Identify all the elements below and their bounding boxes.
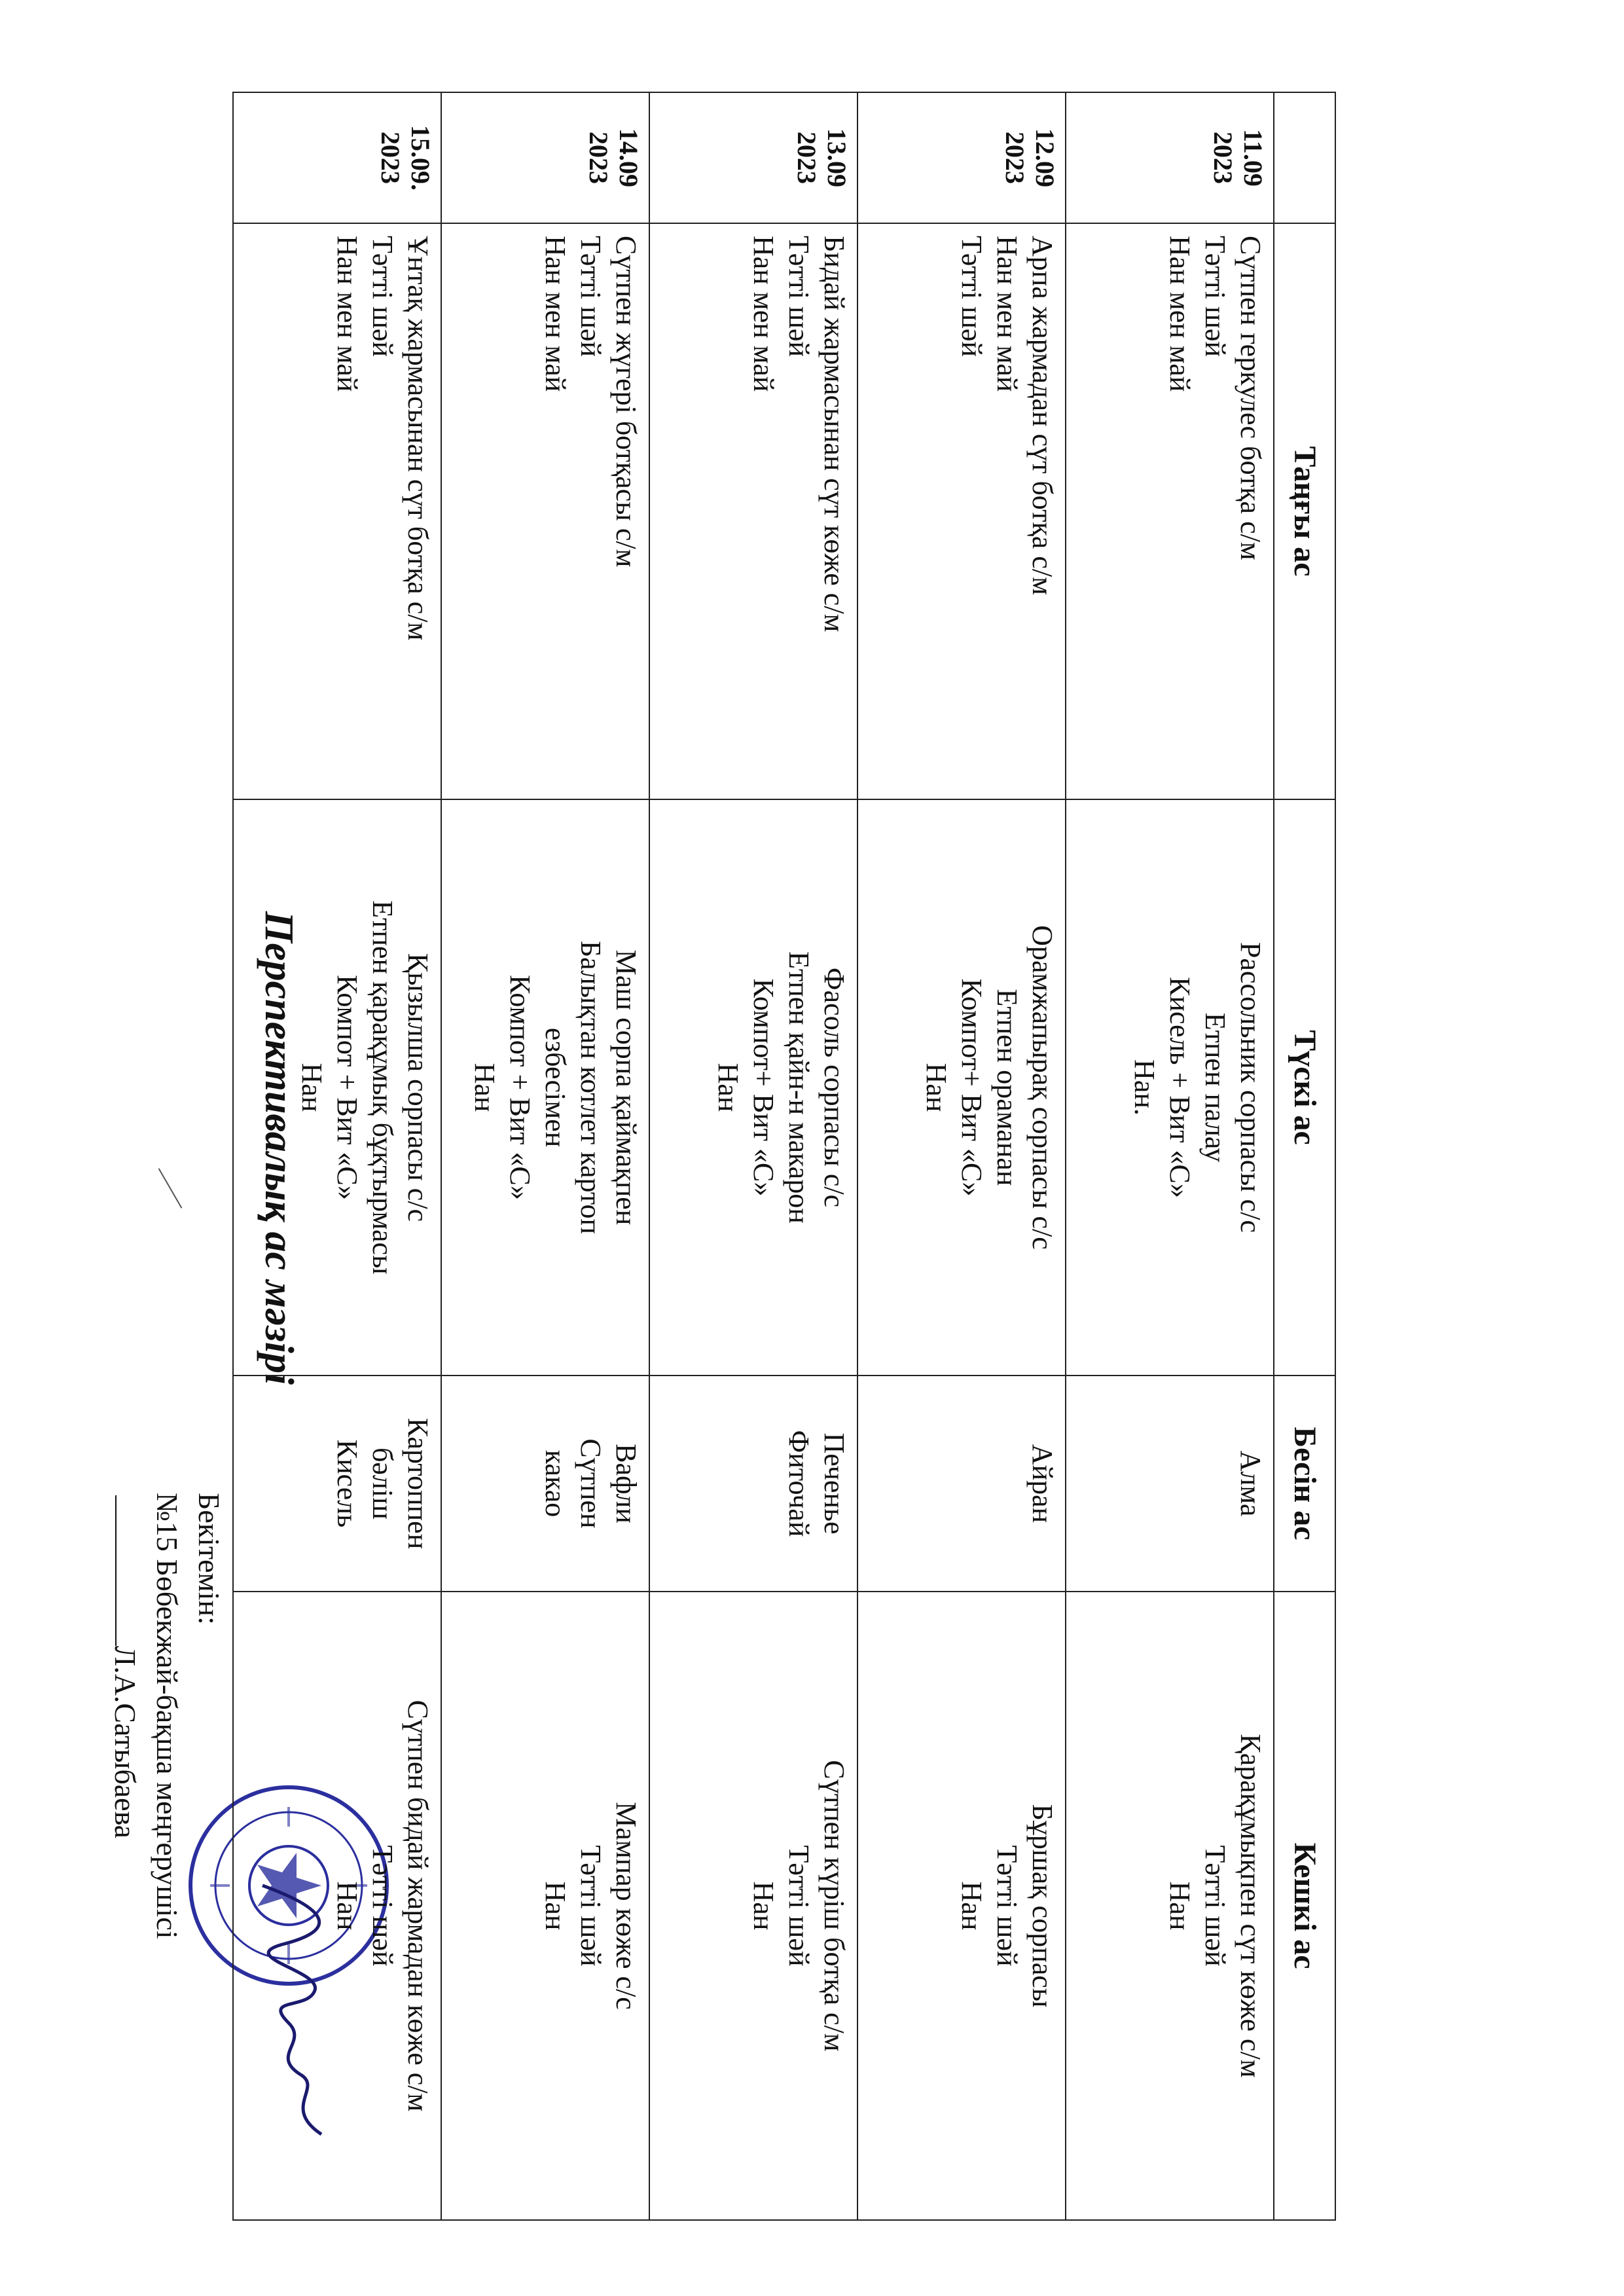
cell-dinner (441, 1592, 649, 2220)
dinner-line: Тәтті шәй (991, 1845, 1023, 1967)
dinner-line: Нан (1164, 1881, 1196, 1931)
snack-line: Кисель (331, 1439, 363, 1528)
approver-name: Л.А.Сатыбаева (109, 1646, 142, 1839)
cell-lunch (649, 799, 857, 1376)
lunch-line: Компот + Вит «С» (504, 975, 536, 1200)
breakfast-line: Нан мен май (748, 236, 780, 392)
dinner-line: Нан (748, 1881, 780, 1931)
cell-dinner (233, 1592, 441, 2220)
dinner-line: Тәтті шәй (367, 1845, 399, 1967)
header-row (1274, 92, 1335, 2220)
header-date (1274, 92, 1335, 223)
breakfast-line: Нан мен май (539, 236, 571, 392)
cell-snack (1066, 1376, 1274, 1592)
snack-line: Фиточай (783, 1430, 815, 1537)
table-row (1066, 92, 1274, 2220)
date-line: 12.09 (1030, 128, 1060, 187)
cell-dinner (649, 1592, 857, 2220)
snack-line: Печенье (818, 1432, 850, 1535)
cell-dinner (1066, 1592, 1274, 2220)
lunch-line: Нан (712, 1063, 744, 1112)
table-row (649, 92, 857, 2220)
breakfast-line: Нан мен май (991, 236, 1023, 392)
cell-snack (233, 1376, 441, 1592)
cell-dinner (857, 1592, 1066, 2220)
lunch-line: Етпен палау (1199, 1012, 1231, 1163)
lunch-line: Маш сорпа қаймақпен (610, 949, 642, 1226)
lunch-line: езбесімен (539, 1027, 571, 1148)
lunch-line: Фасоль сорпасы с/с (818, 967, 850, 1208)
header-breakfast: Таңғы ас (1274, 223, 1335, 799)
cell-snack (649, 1376, 857, 1592)
snack-line: Сүтпен (575, 1438, 607, 1529)
cell-breakfast (233, 223, 441, 799)
approval-line-3 (104, 1493, 146, 1939)
signature-blank (115, 1495, 117, 1646)
dinner-line: Бұршақ сорпасы (1026, 1804, 1058, 2008)
approval-line-1: Бекітемін: (192, 1493, 226, 1625)
cell-date (233, 92, 441, 223)
table-row (857, 92, 1066, 2220)
snack-line: Вафли (610, 1444, 642, 1523)
cell-snack (441, 1376, 649, 1592)
lunch-line: Қызылша сорпасы с/с (402, 953, 434, 1222)
dinner-line: Қарақұмықпен сүт көже с/м (1235, 1734, 1267, 2078)
snack-line: какао (539, 1449, 571, 1518)
breakfast-line: Сүтпен жүгері ботқасы с/м (610, 236, 642, 568)
snack-line: Алма (1235, 1450, 1267, 1517)
breakfast-line: Арпа жармадан сүт ботқа с/м (1026, 236, 1058, 595)
approval-line-2: №15 Бөбекжай-бақша меңгерушісі (151, 1493, 184, 1939)
header-snack: Бесін ас (1274, 1376, 1335, 1592)
snack-line: бәліш (367, 1448, 399, 1520)
lunch-line: Нан (920, 1063, 952, 1112)
dinner-line: Тәтті шәй (1199, 1845, 1231, 1967)
date-line: 2023 (1208, 132, 1238, 184)
table-row (441, 92, 649, 2220)
dinner-line: Тәтті шәй (783, 1845, 815, 1967)
date-line: 13.09 (822, 128, 852, 187)
cell-snack (857, 1376, 1066, 1592)
menu-table (232, 92, 1336, 2221)
breakfast-line: Ұнтақ жармасынан сүт ботқа с/м (402, 236, 434, 641)
cell-lunch (233, 799, 441, 1376)
date-line: 15.09. (406, 125, 435, 191)
lunch-line: Нан (469, 1063, 501, 1112)
cell-breakfast (857, 223, 1066, 799)
cell-lunch (441, 799, 649, 1376)
breakfast-line: Тәтті шәй (367, 236, 399, 357)
cell-breakfast (1066, 223, 1274, 799)
lunch-line: Кисель + Вит «С» (1164, 977, 1196, 1198)
breakfast-line: Тәтті шәй (956, 236, 988, 357)
dinner-line: Сүтпен күріш ботқа с/м (818, 1760, 850, 2052)
lunch-line: Балықтан котлет картоп (575, 940, 607, 1235)
cell-lunch (857, 799, 1066, 1376)
cell-date (1066, 92, 1274, 223)
cell-breakfast (649, 223, 857, 799)
header-lunch: Түскі ас (1274, 799, 1335, 1376)
cell-date (441, 92, 649, 223)
lunch-line: Нан (296, 1063, 328, 1112)
cell-lunch (1066, 799, 1274, 1376)
breakfast-line: Нан мен май (331, 236, 363, 392)
dinner-line: Нан (539, 1881, 571, 1931)
menu-table-body (233, 92, 1274, 2220)
cell-date (857, 92, 1066, 223)
page-title: Перспективалық ас мәзірі (257, 911, 301, 1385)
date-line: 14.09 (614, 128, 643, 187)
snack-line: Картоппен (402, 1417, 434, 1550)
lunch-line: Етпен қарақұмық бұқтырмасы (367, 900, 399, 1275)
lunch-line: Компот+ Вит «С» (748, 978, 780, 1197)
snack-line: Айран (1026, 1444, 1058, 1523)
header-dinner: Кешкі ас (1274, 1592, 1335, 2220)
date-line: 2023 (1000, 132, 1030, 184)
lunch-line: Нан. (1128, 1059, 1161, 1116)
lunch-line: Орамжапырақ сорпасы с/с (1026, 925, 1058, 1250)
dinner-line: Тәтті шәй (575, 1845, 607, 1967)
cell-breakfast (441, 223, 649, 799)
date-line: 11.09 (1238, 129, 1268, 187)
breakfast-line: Нан мен май (1164, 236, 1196, 392)
dinner-line: Нан (331, 1881, 363, 1931)
date-line: 2023 (584, 132, 613, 184)
breakfast-line: Сүтпен геркулес ботқа с/м (1235, 236, 1267, 560)
lunch-line: Етпен ораманан (991, 989, 1023, 1186)
cell-date (649, 92, 857, 223)
breakfast-line: Тәтті шәй (575, 236, 607, 357)
lunch-line: Рассольник сорпасы с/с (1235, 942, 1267, 1233)
lunch-line: Етпен қайн-н макарон (783, 951, 815, 1224)
date-line: 2023 (376, 132, 405, 184)
breakfast-line: Тәтті шәй (783, 236, 815, 357)
lunch-line: Компот + Вит «С» (331, 975, 363, 1200)
stray-mark (158, 1168, 183, 1209)
lunch-line: Компот+ Вит «С» (956, 978, 988, 1197)
dinner-line: Сүтпен бидай жармадан көже с/м (402, 1700, 434, 2112)
dinner-line: Мампар көже с/с (610, 1802, 642, 2010)
breakfast-line: Бидай жармасынан сүт көже с/м (818, 236, 850, 632)
table-row (233, 92, 441, 2220)
date-line: 2023 (792, 132, 821, 184)
dinner-line: Нан (956, 1881, 988, 1931)
breakfast-line: Тәтті шәй (1199, 236, 1231, 357)
